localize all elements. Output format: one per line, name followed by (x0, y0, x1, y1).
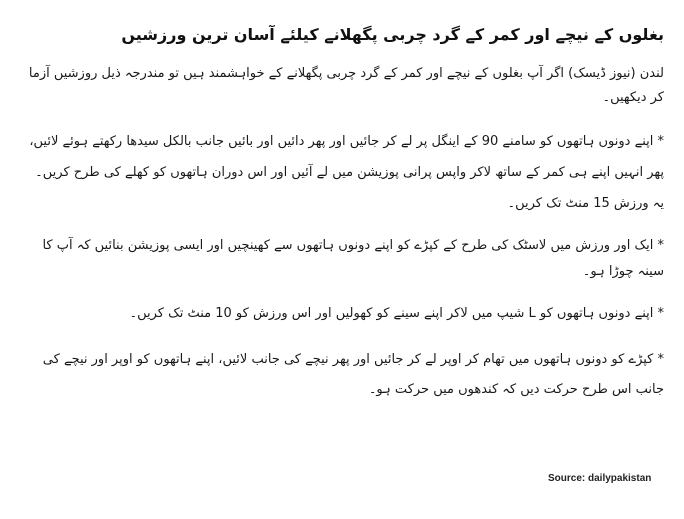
exercise-item-2: * ایک اور ورزش میں لاسٹک کی طرح کے کپڑے کو اپنے دونوں ہاتھوں سے کھینچیں اور ایسی پوزیشن بنائیں کہ آپ کا سینہ چوڑا ہو۔ (42, 238, 664, 279)
exercise-item-1: * اپنے دونوں ہاتھوں کو سامنے 90 کے اینگل پر لے کر جائیں اور پھر دائیں اور بائیں جانب بالکل سیدھا رکھتے ہوئے لائیں، پھر انہیں اپنے ہی کمر کے ساتھ لاکر واپس پرانی پوزیشن میں لے آئیں اور اس دوران ہاتھوں کو کھلے کی طرح کریں۔ یہ ورزش 15 منٹ تک کریں۔ (29, 134, 664, 211)
article-intro: لندن (نیوز ڈیسک) اگر آپ بغلوں کے نیچے اور کمر کے گرد چربی پگھلانے کے خواہشمند ہیں تو مندرجہ ذیل روزشیں آزما کر دیکھیں۔ (28, 66, 664, 105)
exercise-item-3: * اپنے دونوں ہاتھوں کو L شیپ میں لاکر اپنے سینے کو کھولیں اور اس ورزش کو 10 منٹ تک کریں۔ (129, 306, 664, 321)
source-credit: Source: dailypakistan (548, 473, 652, 484)
article-title: بغلوں کے نیچے اور کمر کے گرد چربی پگھلانے کیلئے آسان ترین ورزشیں (121, 25, 664, 44)
exercise-item-4: * کپڑے کو دونوں ہاتھوں میں تھام کر اوپر لے کر جائیں اور پھر نیچے کی جانب لائیں، اپنے ہاتھوں کو اوپر اور نیچے کی جانب اس طرح حرکت دیں کہ کندھوں میں حرکت ہو۔ (42, 352, 664, 397)
